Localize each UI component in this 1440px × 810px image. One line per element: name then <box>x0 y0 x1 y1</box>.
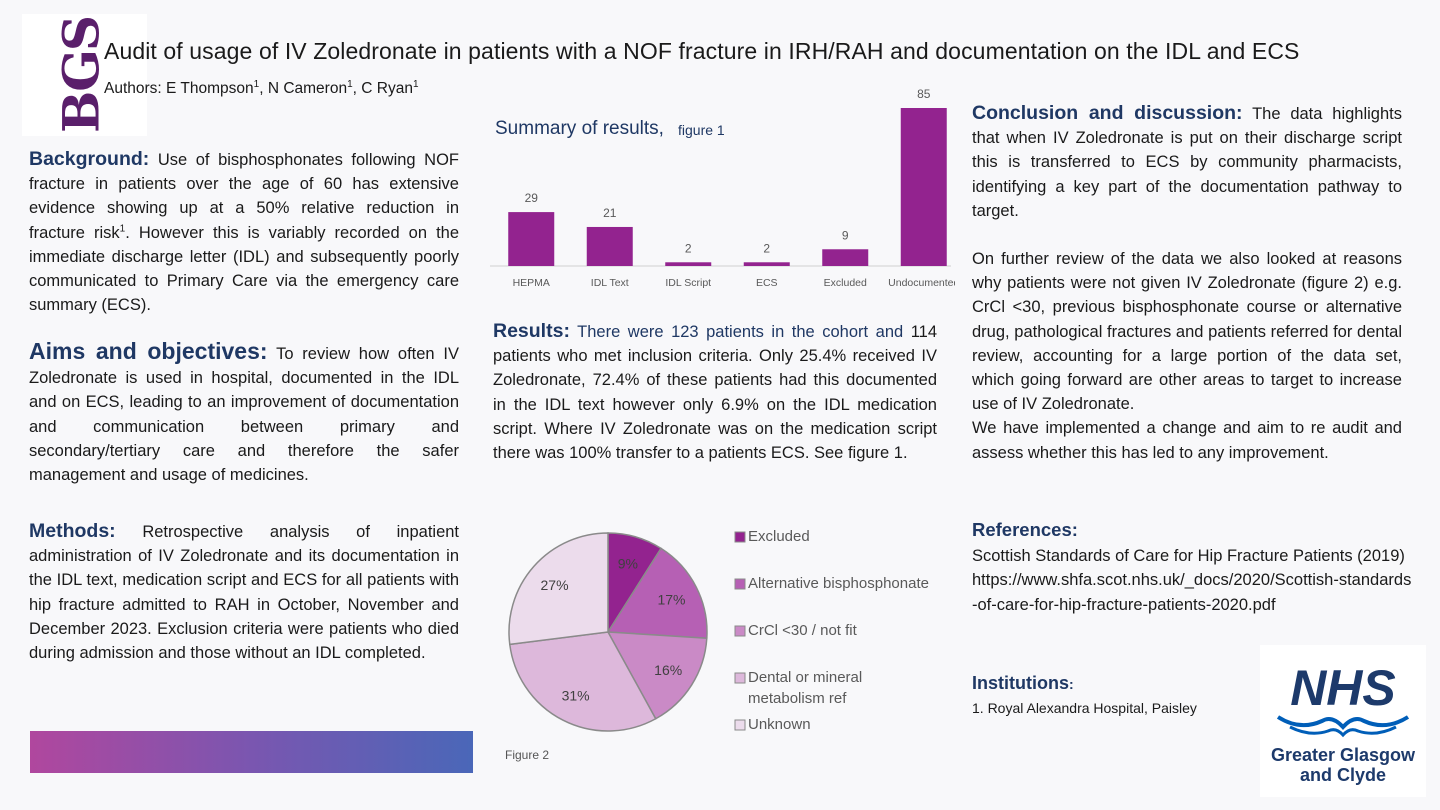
author-name: C Ryan <box>356 80 413 98</box>
methods-section <box>29 519 459 665</box>
references-heading: References: <box>972 519 1078 540</box>
results-heading: Results: <box>493 320 570 342</box>
results-section <box>493 319 937 465</box>
pie-slice-label: 17% <box>657 591 686 608</box>
bgs-logo-graphic <box>22 14 147 136</box>
methods-heading: Methods: <box>29 520 116 542</box>
bar-category-label: HEPMA <box>512 277 550 289</box>
background-heading: Background: <box>29 148 150 170</box>
reference-mark: 1 <box>119 223 126 235</box>
poster-title: Audit of usage of IV Zoledronate in patients with a NOF fracture in IRH/RAH and documentation on the IDL and ECS <box>104 38 1300 64</box>
institutions-section <box>972 673 1272 716</box>
bar-chart <box>475 80 955 300</box>
conclusion-para: We have implemented a change and aim to re audit and assess whether this has led to any improvement. <box>972 419 1402 462</box>
institutions-heading: Institutions <box>972 673 1069 693</box>
results-intro: There were 123 patients in the cohort and <box>569 323 904 341</box>
bar-value-label: 2 <box>763 241 771 256</box>
bar-value-label: 21 <box>603 205 617 220</box>
legend-swatch <box>735 579 745 589</box>
conclusion-section <box>972 101 1402 465</box>
methods-text: Retrospective analysis of inpatient administration of IV Zoledronate and its documentation in the IDL text, medication script and ECS for all patients with hip fracture admitted to RAH in October, November and December 2023. Exclusion criteria were patients who died during admission and those without an IDL completed. <box>29 523 459 663</box>
conclusion-text: The data highlights that when IV Zoledronate is put on their discharge script this is transferred to ECS by community pharmacists, identifying a key part of the documentation pathway to target. <box>972 105 1402 220</box>
chart-title: Summary of results, <box>495 118 664 139</box>
pie-chart-svg <box>490 520 960 770</box>
bar-category-label: Excluded <box>823 277 867 289</box>
bar-category-label: IDL Text <box>590 277 629 289</box>
bar-ecs <box>744 262 790 266</box>
bar-category-label: ECS <box>755 277 778 289</box>
nhs-board-line1: Greater Glasgow <box>1270 745 1416 765</box>
background-text: Use of bisphosphonates following NOF fracture in patients over the age of 60 has extensive evidence showing up at a 50% relative reduction in fracture risk <box>29 151 459 242</box>
nhs-brand-text: NHS <box>1290 660 1396 716</box>
institution-item: 1. Royal Alexandra Hospital, Paisley <box>972 700 1197 716</box>
authors <box>104 79 419 98</box>
bar-idl-text <box>587 227 633 266</box>
aims-heading: Aims and objectives: <box>29 338 268 364</box>
authors-prefix: Authors: E Thompson <box>104 80 254 98</box>
affiliation-mark: 1 <box>347 79 353 90</box>
pie-chart <box>490 520 960 770</box>
bar-value-label: 9 <box>841 228 849 243</box>
legend-label: Alternative bisphosphonate <box>748 575 929 592</box>
legend-swatch <box>735 673 745 683</box>
background-text-cont: . However this is variably recorded on the immediate discharge letter (IDL) and subsequently poorly communicated to Primary Care via the emergency care summary (ECS). <box>29 223 460 315</box>
background-section <box>29 147 459 317</box>
chart-subtitle: figure 1 <box>678 122 725 138</box>
legend-label: Excluded <box>748 528 810 545</box>
pie-slice-label: 9% <box>617 555 639 572</box>
reference-item: Scottish Standards of Care for Hip Fracture Patients (2019) <box>972 547 1405 566</box>
separator: , <box>259 80 264 98</box>
institutions-heading-row <box>972 673 1272 694</box>
nhs-river-icon <box>1278 717 1408 727</box>
institutions-colon: : <box>1069 676 1074 692</box>
bar-category-label: Undocumented <box>888 277 955 289</box>
aims-text: To review how often IV Zoledronate is used in hospital, documented in the IDL and on ECS, leading to an improvement of documentation and communication between primary and secondary/tertiary care and therefore the safer management and usage of medicines. <box>29 345 459 485</box>
legend-label: Unknown <box>748 716 811 733</box>
legend-label: CrCl <30 / not fit <box>748 622 857 639</box>
author-name: N Cameron <box>263 80 348 98</box>
pie-slice-label: 27% <box>540 576 569 593</box>
nhs-board-line2: and Clyde <box>1299 765 1387 785</box>
decorative-gradient-bar <box>30 731 473 773</box>
bar-value-label: 29 <box>524 191 538 206</box>
results-text: 114 patients who met inclusion criteria. Only 25.4% received IV Zoledronate, 72.4% of these patients had this documented in the IDL text however only 6.9% on the IDL medication script. Where IV Zoledronate was on the medication script there was 100% transfer to a patients ECS. See figure 1. <box>493 323 937 463</box>
separator: , <box>352 80 357 98</box>
legend-label: Dental or mineral metabolism ref <box>748 669 863 707</box>
legend-swatch <box>735 626 745 636</box>
conclusion-para <box>972 101 1402 223</box>
bar-chart-svg <box>475 80 955 300</box>
legend-swatch <box>735 720 745 730</box>
aims-section <box>29 339 459 487</box>
reference-link[interactable]: https://www.shfa.scot.nhs.uk/_docs/2020/Scottish-standards-of-care-for-hip-fracture-patients-2020.pdf <box>972 571 1412 614</box>
affiliation-mark: 1 <box>253 79 260 90</box>
conclusion-para: On further review of the data we also looked at reasons why patients were not given IV Zoledronate (figure 2) e.g. CrCl <30, previous bisphosphonate course or alternative drug, pathological fractures and patients referred for dental review, accounting for a large portion of the data set, which going forward are other areas to target to increase use of IV Zoledronate. <box>972 250 1402 414</box>
affiliation-mark: 1 <box>412 79 419 90</box>
figure-caption: Figure 2 <box>505 748 550 762</box>
bar-undocumented <box>901 108 947 266</box>
legend-swatch <box>735 532 745 542</box>
bar-idl-script <box>665 262 711 266</box>
bar-value-label: 2 <box>684 241 692 256</box>
references-section <box>972 518 1412 617</box>
pie-slice-label: 16% <box>654 662 683 679</box>
conclusion-heading: Conclusion and discussion: <box>972 102 1243 124</box>
bar-excluded <box>822 249 868 266</box>
bgs-logo-text: BGS <box>51 17 111 133</box>
bar-category-label: IDL Script <box>665 277 712 289</box>
nhs-logo <box>1260 645 1426 797</box>
bar-value-label: 85 <box>917 87 931 101</box>
bar-hepma <box>508 212 554 266</box>
nhs-logo-graphic <box>1260 645 1426 797</box>
pie-slice-label: 31% <box>561 687 590 704</box>
bgs-logo <box>22 14 147 136</box>
